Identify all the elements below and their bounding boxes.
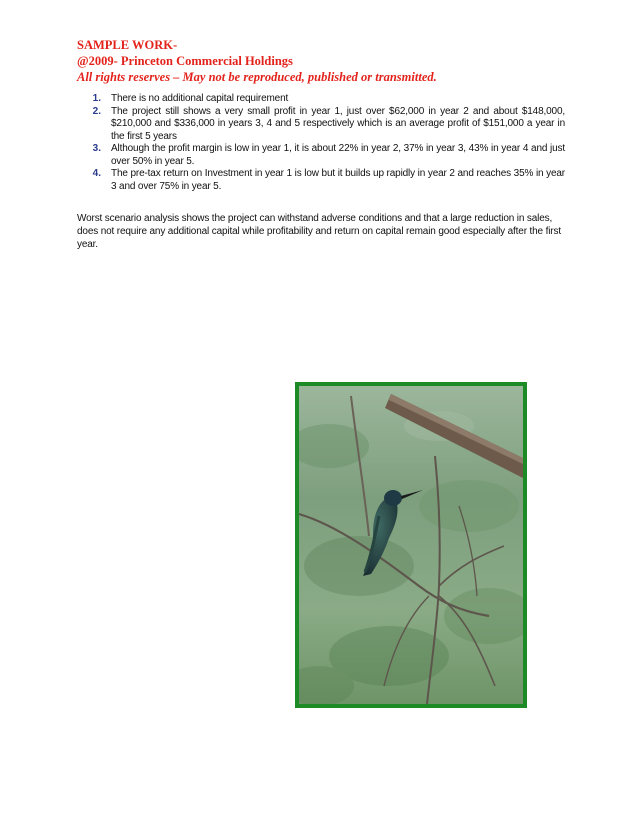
summary-paragraph: Worst scenario analysis shows the project can withstand adverse conditions and that a large reduction in sales, does not require any additional capital while profitability and return on capital remain good especially after the first year.	[77, 213, 561, 250]
list-item	[77, 143, 565, 168]
list-item-number: 3.	[92, 143, 101, 154]
rights-notice: All rights reserves – May not be reproduced, published or transmitted.	[77, 70, 437, 84]
document-header	[77, 37, 437, 85]
hummingbird-image	[299, 386, 523, 704]
findings-list	[77, 93, 565, 193]
list-item	[77, 93, 565, 106]
list-item-text: Although the profit margin is low in year 1, it is about 22% in year 2, 37% in year 3, 43% in year 4 and just over 50% in year 5.	[111, 143, 565, 167]
list-item-text: There is no additional capital requirement	[111, 93, 289, 104]
sample-work-label: SAMPLE WORK-	[77, 38, 178, 52]
list-item-number: 2.	[92, 105, 101, 117]
list-item-text: The project still shows a very small profit in year 1, just over $62,000 in year 2 and about $148,000, $210,000 and $336,000 in years 3, 4 and 5 respectively which is an average profit of $151,000 a year in the first 5 years	[111, 105, 565, 142]
list-item-number: 1.	[92, 93, 101, 104]
list-item	[77, 168, 565, 193]
hummingbird-photo	[295, 382, 527, 708]
list-item-number: 4.	[92, 168, 101, 179]
company-copyright: @2009- Princeton Commercial Holdings	[77, 54, 293, 68]
list-item-text: The pre-tax return on Investment in year 1 is low but it builds up rapidly in year 2 and reaches 35% in year 3 and over 75% in year 5.	[111, 168, 565, 192]
list-item	[77, 106, 565, 144]
